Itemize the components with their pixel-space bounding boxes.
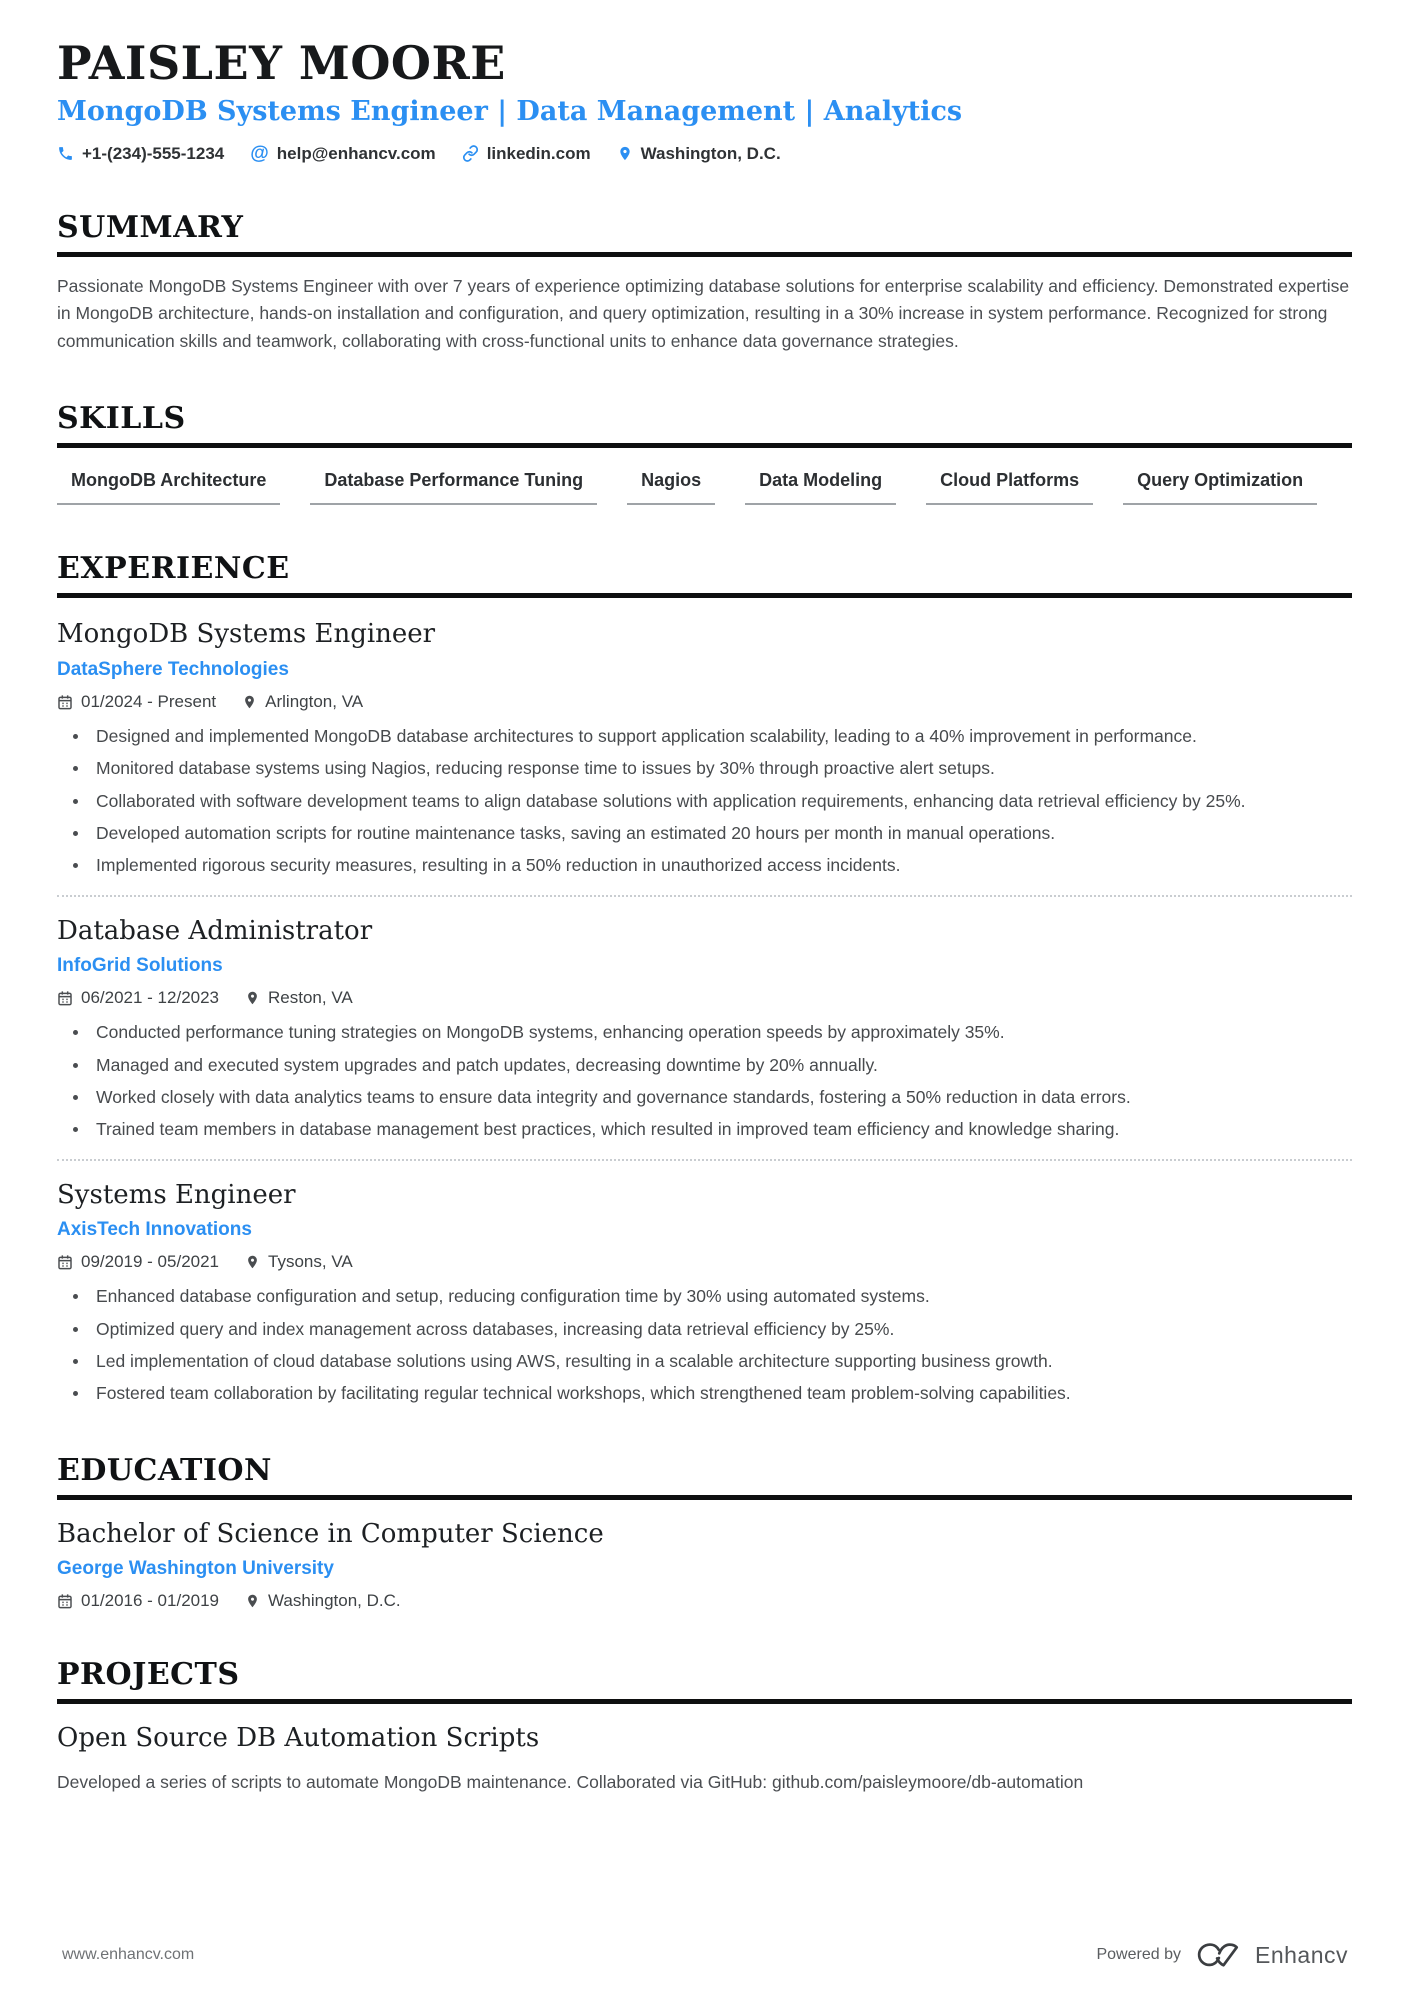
- bullet-item: Fostered team collaboration by facilitating regular technical workshops, which strengthened team problem-solving capabilities.: [57, 1381, 1352, 1406]
- contact-email-text[interactable]: help@enhancv.com: [276, 143, 436, 163]
- education-dates: [57, 1591, 219, 1611]
- job-location: [245, 988, 353, 1008]
- at-icon: @: [250, 143, 269, 165]
- candidate-title: MongoDB Systems Engineer | Data Management | Analytics: [57, 96, 963, 128]
- job-dates-text: 09/2019 - 05/2021: [81, 1252, 220, 1272]
- job-location: [245, 1252, 353, 1272]
- calendar-icon: [57, 694, 73, 710]
- contact-location: [617, 144, 781, 164]
- contact-phone: [57, 144, 224, 164]
- experience-entry: [57, 1159, 1352, 1407]
- enhancv-logo-icon[interactable]: [1195, 1941, 1241, 1969]
- bullet-item: Optimized query and index management across databases, increasing data retrieval efficiency by 25%.: [57, 1317, 1352, 1342]
- education-meta: [57, 1591, 1352, 1611]
- location-pin-icon: [617, 145, 633, 162]
- experience-entry: [57, 604, 1352, 878]
- job-location-text: Reston, VA: [268, 988, 353, 1008]
- job-meta: [57, 692, 1352, 712]
- bullet-item: Worked closely with data analytics teams to ensure data integrity and governance standards, fostering a 50% reduction in data errors.: [57, 1085, 1352, 1110]
- job-bullets: [57, 1020, 1352, 1143]
- phone-icon: [57, 145, 74, 162]
- bullet-item: Led implementation of cloud database solutions using AWS, resulting in a scalable architecture supporting business growth.: [57, 1349, 1352, 1374]
- job-location: [242, 692, 363, 712]
- bullet-item: Trained team members in database management best practices, which resulted in improved team efficiency and knowledge sharing.: [57, 1117, 1352, 1142]
- job-dates-text: 01/2024 - Present: [81, 691, 217, 711]
- calendar-icon: [57, 990, 73, 1006]
- calendar-icon: [57, 1254, 73, 1270]
- footer-site-link[interactable]: www.enhancv.com: [62, 1946, 195, 1963]
- link-icon: [462, 145, 479, 162]
- skill-tag: Query Optimization: [1123, 470, 1317, 505]
- candidate-name: PAISLEY MOORE: [57, 36, 506, 90]
- job-bullets: [57, 1284, 1352, 1407]
- company-name: DataSphere Technologies: [57, 658, 289, 680]
- job-title: Database Administrator: [57, 915, 373, 946]
- location-pin-icon: [245, 990, 260, 1006]
- contact-location-text: Washington, D.C.: [640, 143, 781, 163]
- page-footer: [0, 1941, 1410, 1995]
- bullet-item: Conducted performance tuning strategies on MongoDB systems, enhancing operation speeds by approximately 35%.: [57, 1020, 1352, 1045]
- section-skills: [57, 401, 1352, 505]
- summary-text: Passionate MongoDB Systems Engineer with over 7 years of experience optimizing database solutions for enterprise scalability and efficiency. Demonstrated expertise in MongoDB architecture, hands-on installation and configuration, and query optimization, resulting in a 30% increase in system performance. Recognized for strong communication skills and teamwork, collaborating with cross-functional units to enhance data governance strategies.: [57, 275, 1350, 351]
- experience-list: [57, 604, 1352, 1406]
- skill-tag: Database Performance Tuning: [310, 470, 597, 505]
- job-location-text: Tysons, VA: [268, 1252, 353, 1272]
- education-heading: EDUCATION: [57, 1453, 1352, 1500]
- contact-linkedin[interactable]: [462, 144, 591, 164]
- summary-heading: SUMMARY: [57, 210, 1352, 257]
- degree-title: Bachelor of Science in Computer Science: [57, 1518, 604, 1549]
- education-location-text: Washington, D.C.: [268, 1591, 401, 1611]
- job-dates: [57, 1252, 219, 1272]
- education-location: [245, 1591, 401, 1611]
- company-name: AxisTech Innovations: [57, 1219, 252, 1241]
- job-meta: [57, 988, 1352, 1008]
- job-title: Systems Engineer: [57, 1179, 296, 1210]
- location-pin-icon: [245, 1593, 260, 1609]
- job-title: MongoDB Systems Engineer: [57, 619, 436, 650]
- resume-header: [57, 36, 1352, 164]
- education-dates-text: 01/2016 - 01/2019: [81, 1591, 220, 1611]
- experience-heading: EXPERIENCE: [57, 551, 1352, 598]
- job-meta: [57, 1252, 1352, 1272]
- job-dates: [57, 988, 219, 1008]
- contact-row: [57, 144, 1352, 164]
- bullet-item: Developed automation scripts for routine maintenance tasks, saving an estimated 20 hours per month in manual operations.: [57, 821, 1352, 846]
- job-dates-text: 06/2021 - 12/2023: [81, 988, 220, 1008]
- bullet-item: Designed and implemented MongoDB database architectures to support application scalability, leading to a 40% improvement in performance.: [57, 724, 1352, 749]
- powered-by-label: Powered by: [1096, 1946, 1181, 1963]
- bullet-item: Managed and executed system upgrades and patch updates, decreasing downtime by 20% annually.: [57, 1053, 1352, 1078]
- company-name: InfoGrid Solutions: [57, 955, 223, 977]
- section-experience: [57, 551, 1352, 1406]
- school-name: George Washington University: [57, 1558, 334, 1580]
- skill-tag: Data Modeling: [745, 470, 896, 505]
- projects-heading: PROJECTS: [57, 1657, 1352, 1704]
- skill-tag: Cloud Platforms: [926, 470, 1093, 505]
- skill-tag: Nagios: [627, 470, 715, 505]
- job-location-text: Arlington, VA: [265, 691, 364, 711]
- bullet-item: Enhanced database configuration and setup, reducing configuration time by 30% using automated systems.: [57, 1284, 1352, 1309]
- skills-list: [57, 470, 1352, 505]
- location-pin-icon: [245, 1254, 260, 1270]
- project-entry: [57, 1722, 1352, 1795]
- contact-linkedin-text[interactable]: linkedin.com: [486, 143, 591, 163]
- bullet-item: Collaborated with software development teams to align database solutions with application requirements, enhancing data retrieval efficiency by 25%.: [57, 789, 1352, 814]
- skill-tag: MongoDB Architecture: [57, 470, 280, 505]
- job-dates: [57, 692, 216, 712]
- bullet-item: Implemented rigorous security measures, resulting in a 50% reduction in unauthorized access incidents.: [57, 853, 1352, 878]
- contact-email[interactable]: [250, 144, 435, 164]
- job-bullets: [57, 724, 1352, 879]
- location-pin-icon: [242, 694, 257, 710]
- section-summary: [57, 210, 1352, 355]
- project-title: Open Source DB Automation Scripts: [57, 1723, 540, 1754]
- powered-by-block: [1096, 1941, 1348, 1969]
- experience-entry: [57, 895, 1352, 1143]
- contact-phone-text: +1-(234)-555-1234: [82, 143, 225, 163]
- section-education: [57, 1453, 1352, 1612]
- education-entry: [57, 1518, 1352, 1612]
- section-projects: [57, 1657, 1352, 1795]
- bullet-item: Monitored database systems using Nagios, reducing response time to issues by 30% through proactive alert setups.: [57, 756, 1352, 781]
- enhancv-brand-name[interactable]: Enhancv: [1254, 1941, 1348, 1968]
- project-description: Developed a series of scripts to automate MongoDB maintenance. Collaborated via GitHub: github.com/paisleymoore/db-automation: [57, 1771, 1084, 1792]
- skills-heading: SKILLS: [57, 401, 1352, 448]
- calendar-icon: [57, 1593, 73, 1609]
